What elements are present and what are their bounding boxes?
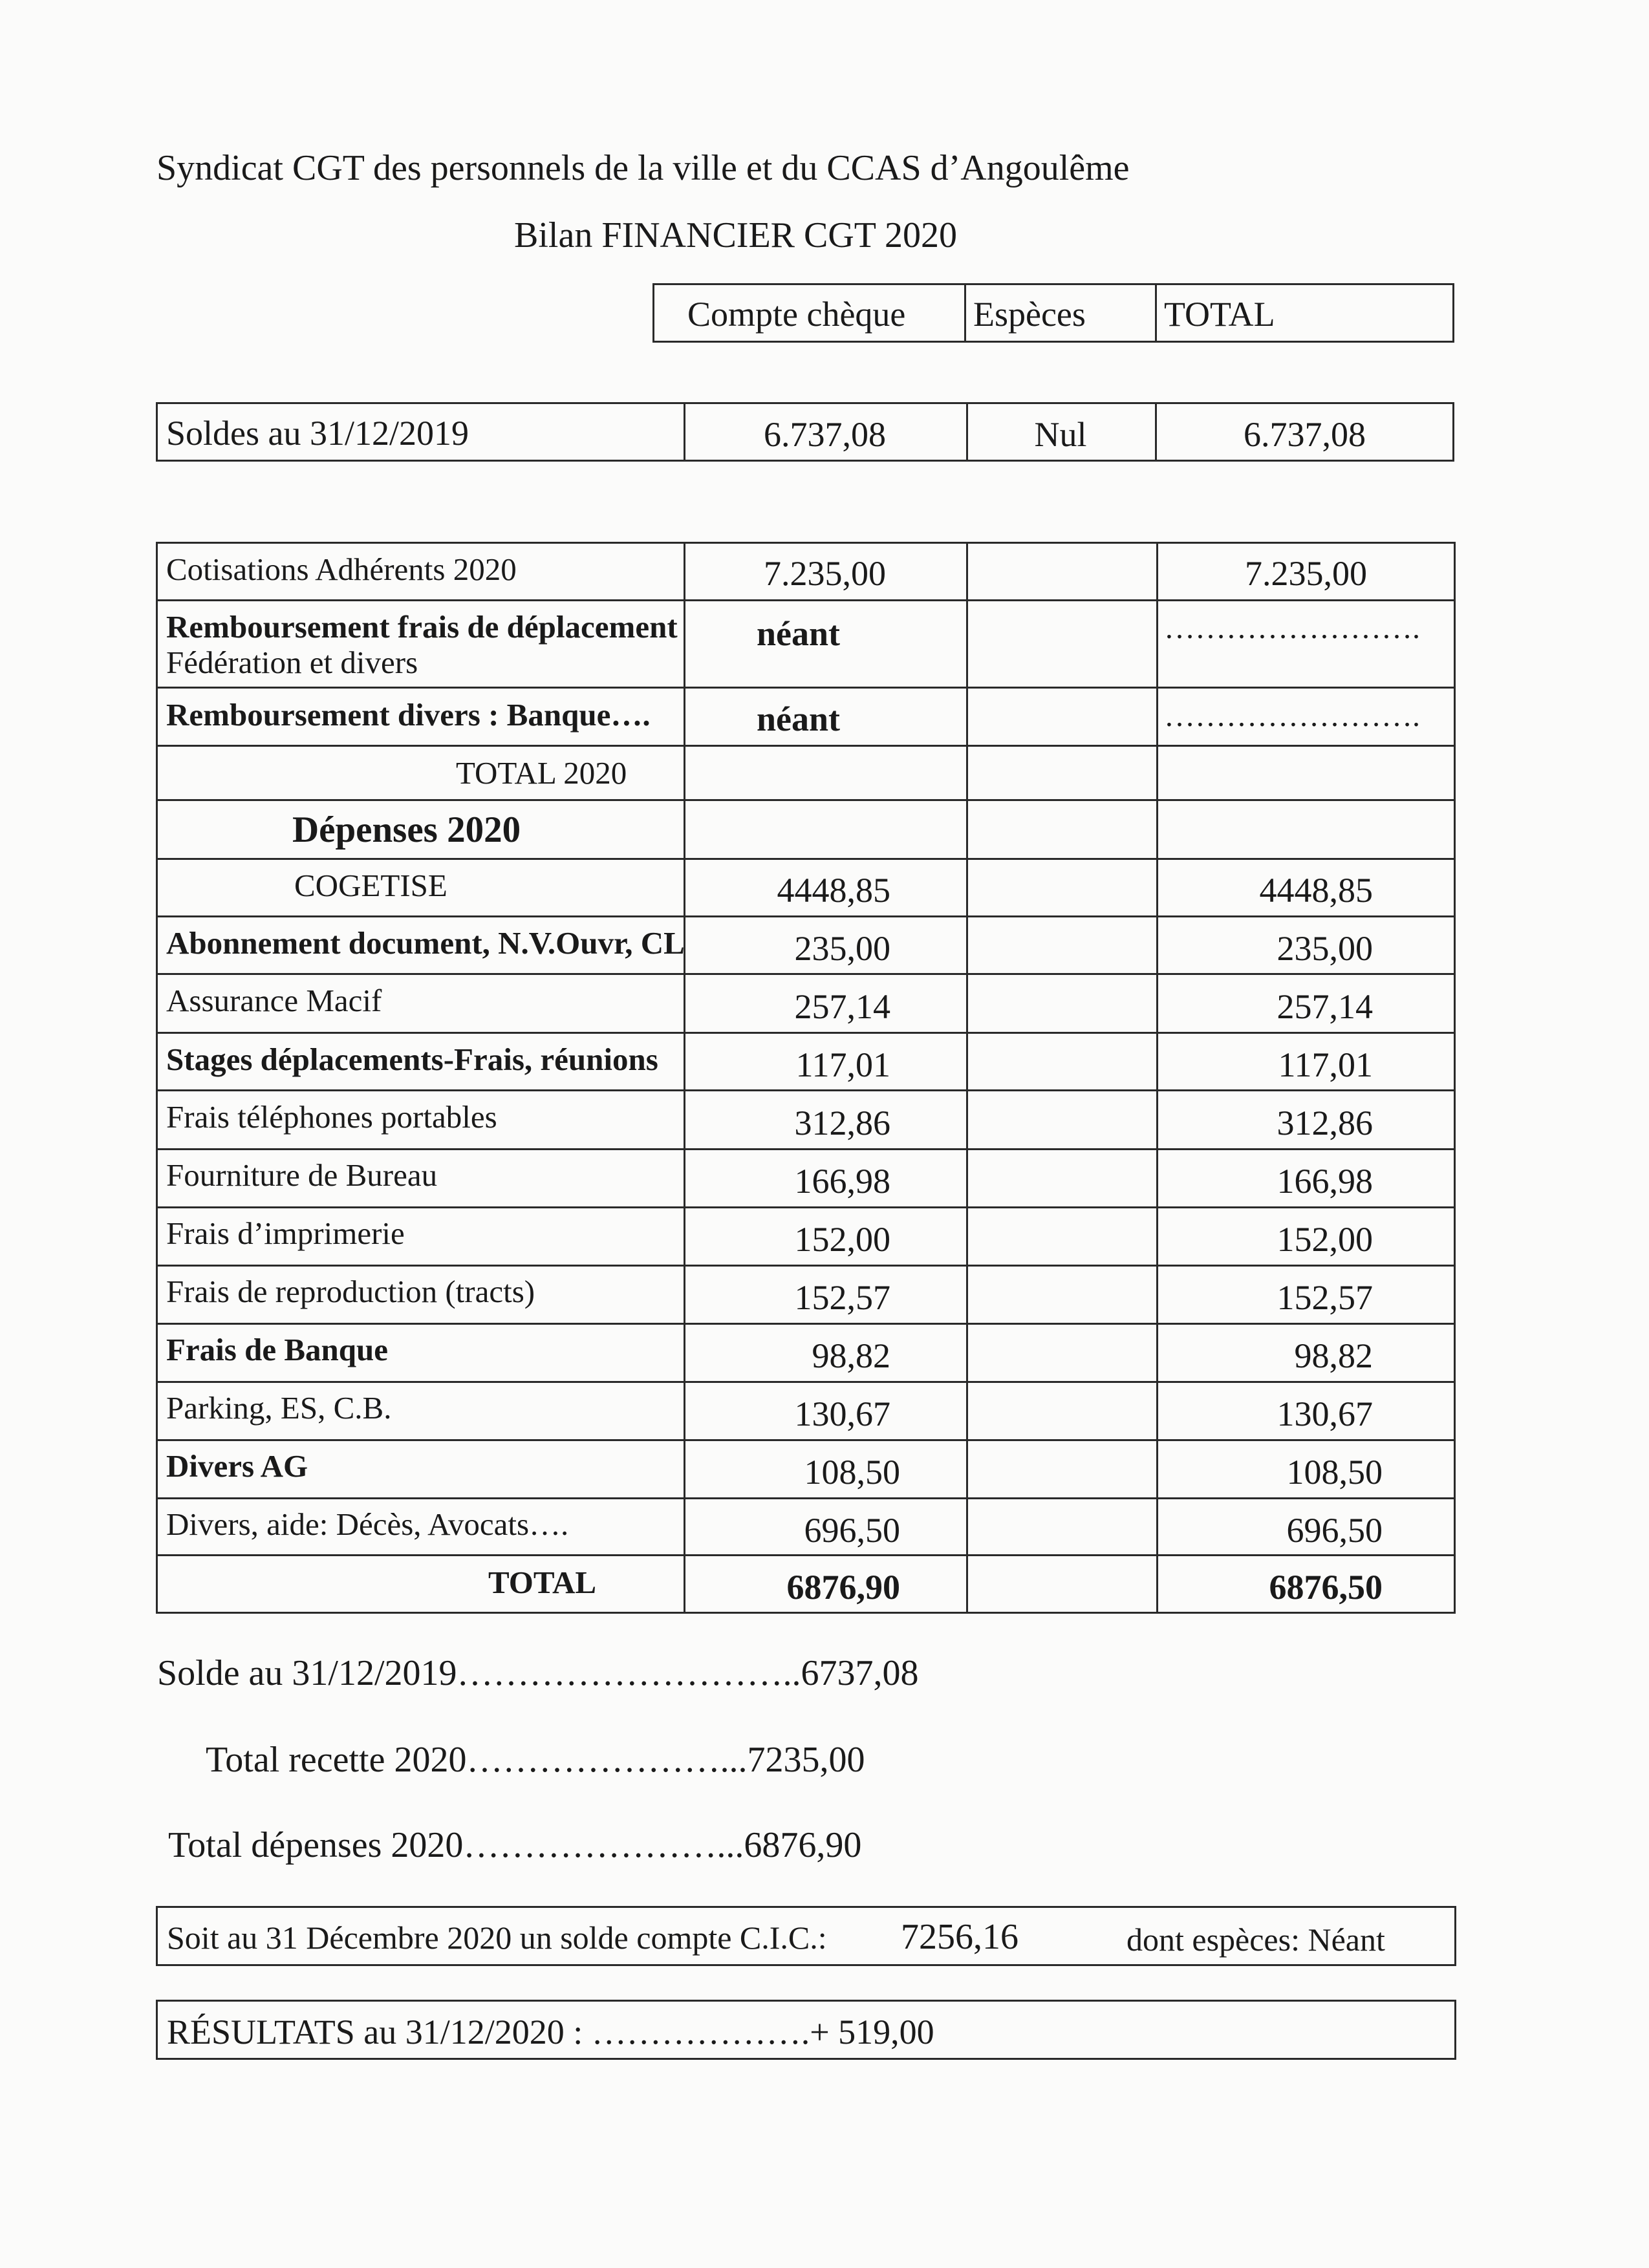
expense-cheque: 257,14	[794, 987, 890, 1026]
income-cheque: néant	[757, 700, 841, 738]
expense-cheque: 152,00	[794, 1220, 890, 1259]
total-2020-label: TOTAL 2020	[456, 755, 627, 791]
expenses-total-cheque: 6876,90	[786, 1568, 900, 1607]
expense-cheque: 696,50	[804, 1511, 900, 1550]
expense-cheque: 312,86	[794, 1104, 890, 1142]
expense-label: Divers AG	[166, 1448, 308, 1484]
expense-label: Assurance Macif	[166, 983, 382, 1018]
result-text: RÉSULTATS au 31/12/2020 : ……………….+ 519,00	[167, 2013, 934, 2051]
expense-total: 4448,85	[1259, 871, 1373, 910]
expense-total: 235,00	[1277, 929, 1373, 968]
income-total: 7.235,00	[1245, 554, 1367, 593]
expenses-heading: Dépenses 2020	[292, 809, 521, 850]
expense-total: 696,50	[1286, 1511, 1383, 1550]
expense-label: Fourniture de Bureau	[166, 1157, 438, 1193]
expense-total: 257,14	[1277, 987, 1373, 1026]
expense-total: 166,98	[1277, 1162, 1373, 1201]
expense-cheque: 4448,85	[777, 871, 890, 910]
expense-label: Frais téléphones portables	[166, 1099, 497, 1135]
col-header-especes: Espèces	[973, 295, 1086, 334]
income-label: Cotisations Adhérents 2020	[166, 551, 517, 587]
expense-label: Frais de reproduction (tracts)	[166, 1274, 535, 1309]
opening-cheque: 6.737,08	[764, 415, 886, 454]
page-title: Bilan FINANCIER CGT 2020	[514, 215, 957, 255]
col-header-cheque: Compte chèque	[687, 295, 906, 334]
summary-solde: Solde au 31/12/2019………………………..6737,08	[157, 1653, 919, 1693]
income-label: Remboursement frais de déplacement	[166, 609, 678, 645]
expenses-total-total: 6876,50	[1269, 1568, 1383, 1607]
expense-label: Abonnement document, N.V.Ouvr, CL	[166, 925, 685, 961]
opening-total: 6.737,08	[1244, 415, 1366, 454]
expense-cheque: 98,82	[812, 1336, 890, 1375]
expense-total: 117,01	[1278, 1045, 1373, 1084]
expense-cheque: 117,01	[795, 1045, 890, 1084]
expense-total: 130,67	[1277, 1395, 1373, 1433]
expense-cheque: 152,57	[794, 1278, 890, 1317]
opening-label: Soldes au 31/12/2019	[166, 414, 469, 453]
summary-recette: Total recette 2020…………………...7235,00	[206, 1740, 865, 1780]
final-balance-note: dont espèces: Néant	[1126, 1921, 1385, 1958]
expense-label: Stages déplacements-Frais, réunions	[166, 1042, 658, 1077]
expense-label: Frais de Banque	[166, 1332, 389, 1367]
income-total: …………………….	[1164, 611, 1420, 645]
expense-label: Frais d’imprimerie	[166, 1215, 405, 1251]
expense-cheque: 108,50	[804, 1453, 900, 1492]
income-cheque: néant	[757, 614, 841, 653]
income-total: …………………….	[1164, 699, 1420, 733]
expense-label: Parking, ES, C.B.	[166, 1390, 392, 1426]
final-balance-value: 7256,16	[901, 1917, 1018, 1957]
expense-cheque: 130,67	[794, 1395, 890, 1433]
expense-total: 108,50	[1286, 1453, 1383, 1492]
expense-total: 312,86	[1277, 1104, 1373, 1142]
final-balance-label: Soit au 31 Décembre 2020 un solde compte C.I.C.:	[167, 1920, 827, 1956]
col-header-total: TOTAL	[1164, 295, 1275, 334]
expense-total: 98,82	[1294, 1336, 1373, 1375]
union-title: Syndicat CGT des personnels de la ville et du CCAS d’Angoulême	[156, 148, 1130, 188]
expense-cheque: 166,98	[794, 1162, 890, 1201]
opening-especes: Nul	[1034, 415, 1087, 454]
income-label-line2: Fédération et divers	[166, 645, 418, 680]
income-cheque: 7.235,00	[764, 554, 886, 593]
expense-total: 152,57	[1277, 1278, 1373, 1317]
expense-label: Divers, aide: Décès, Avocats….	[166, 1506, 569, 1542]
income-label: Remboursement divers : Banque….	[166, 697, 651, 733]
expense-label: COGETISE	[294, 868, 447, 903]
expense-total: 152,00	[1277, 1220, 1373, 1259]
expense-cheque: 235,00	[794, 929, 890, 968]
expenses-total-label: TOTAL	[488, 1565, 597, 1600]
summary-depenses: Total dépenses 2020…………………...6876,90	[168, 1825, 862, 1865]
